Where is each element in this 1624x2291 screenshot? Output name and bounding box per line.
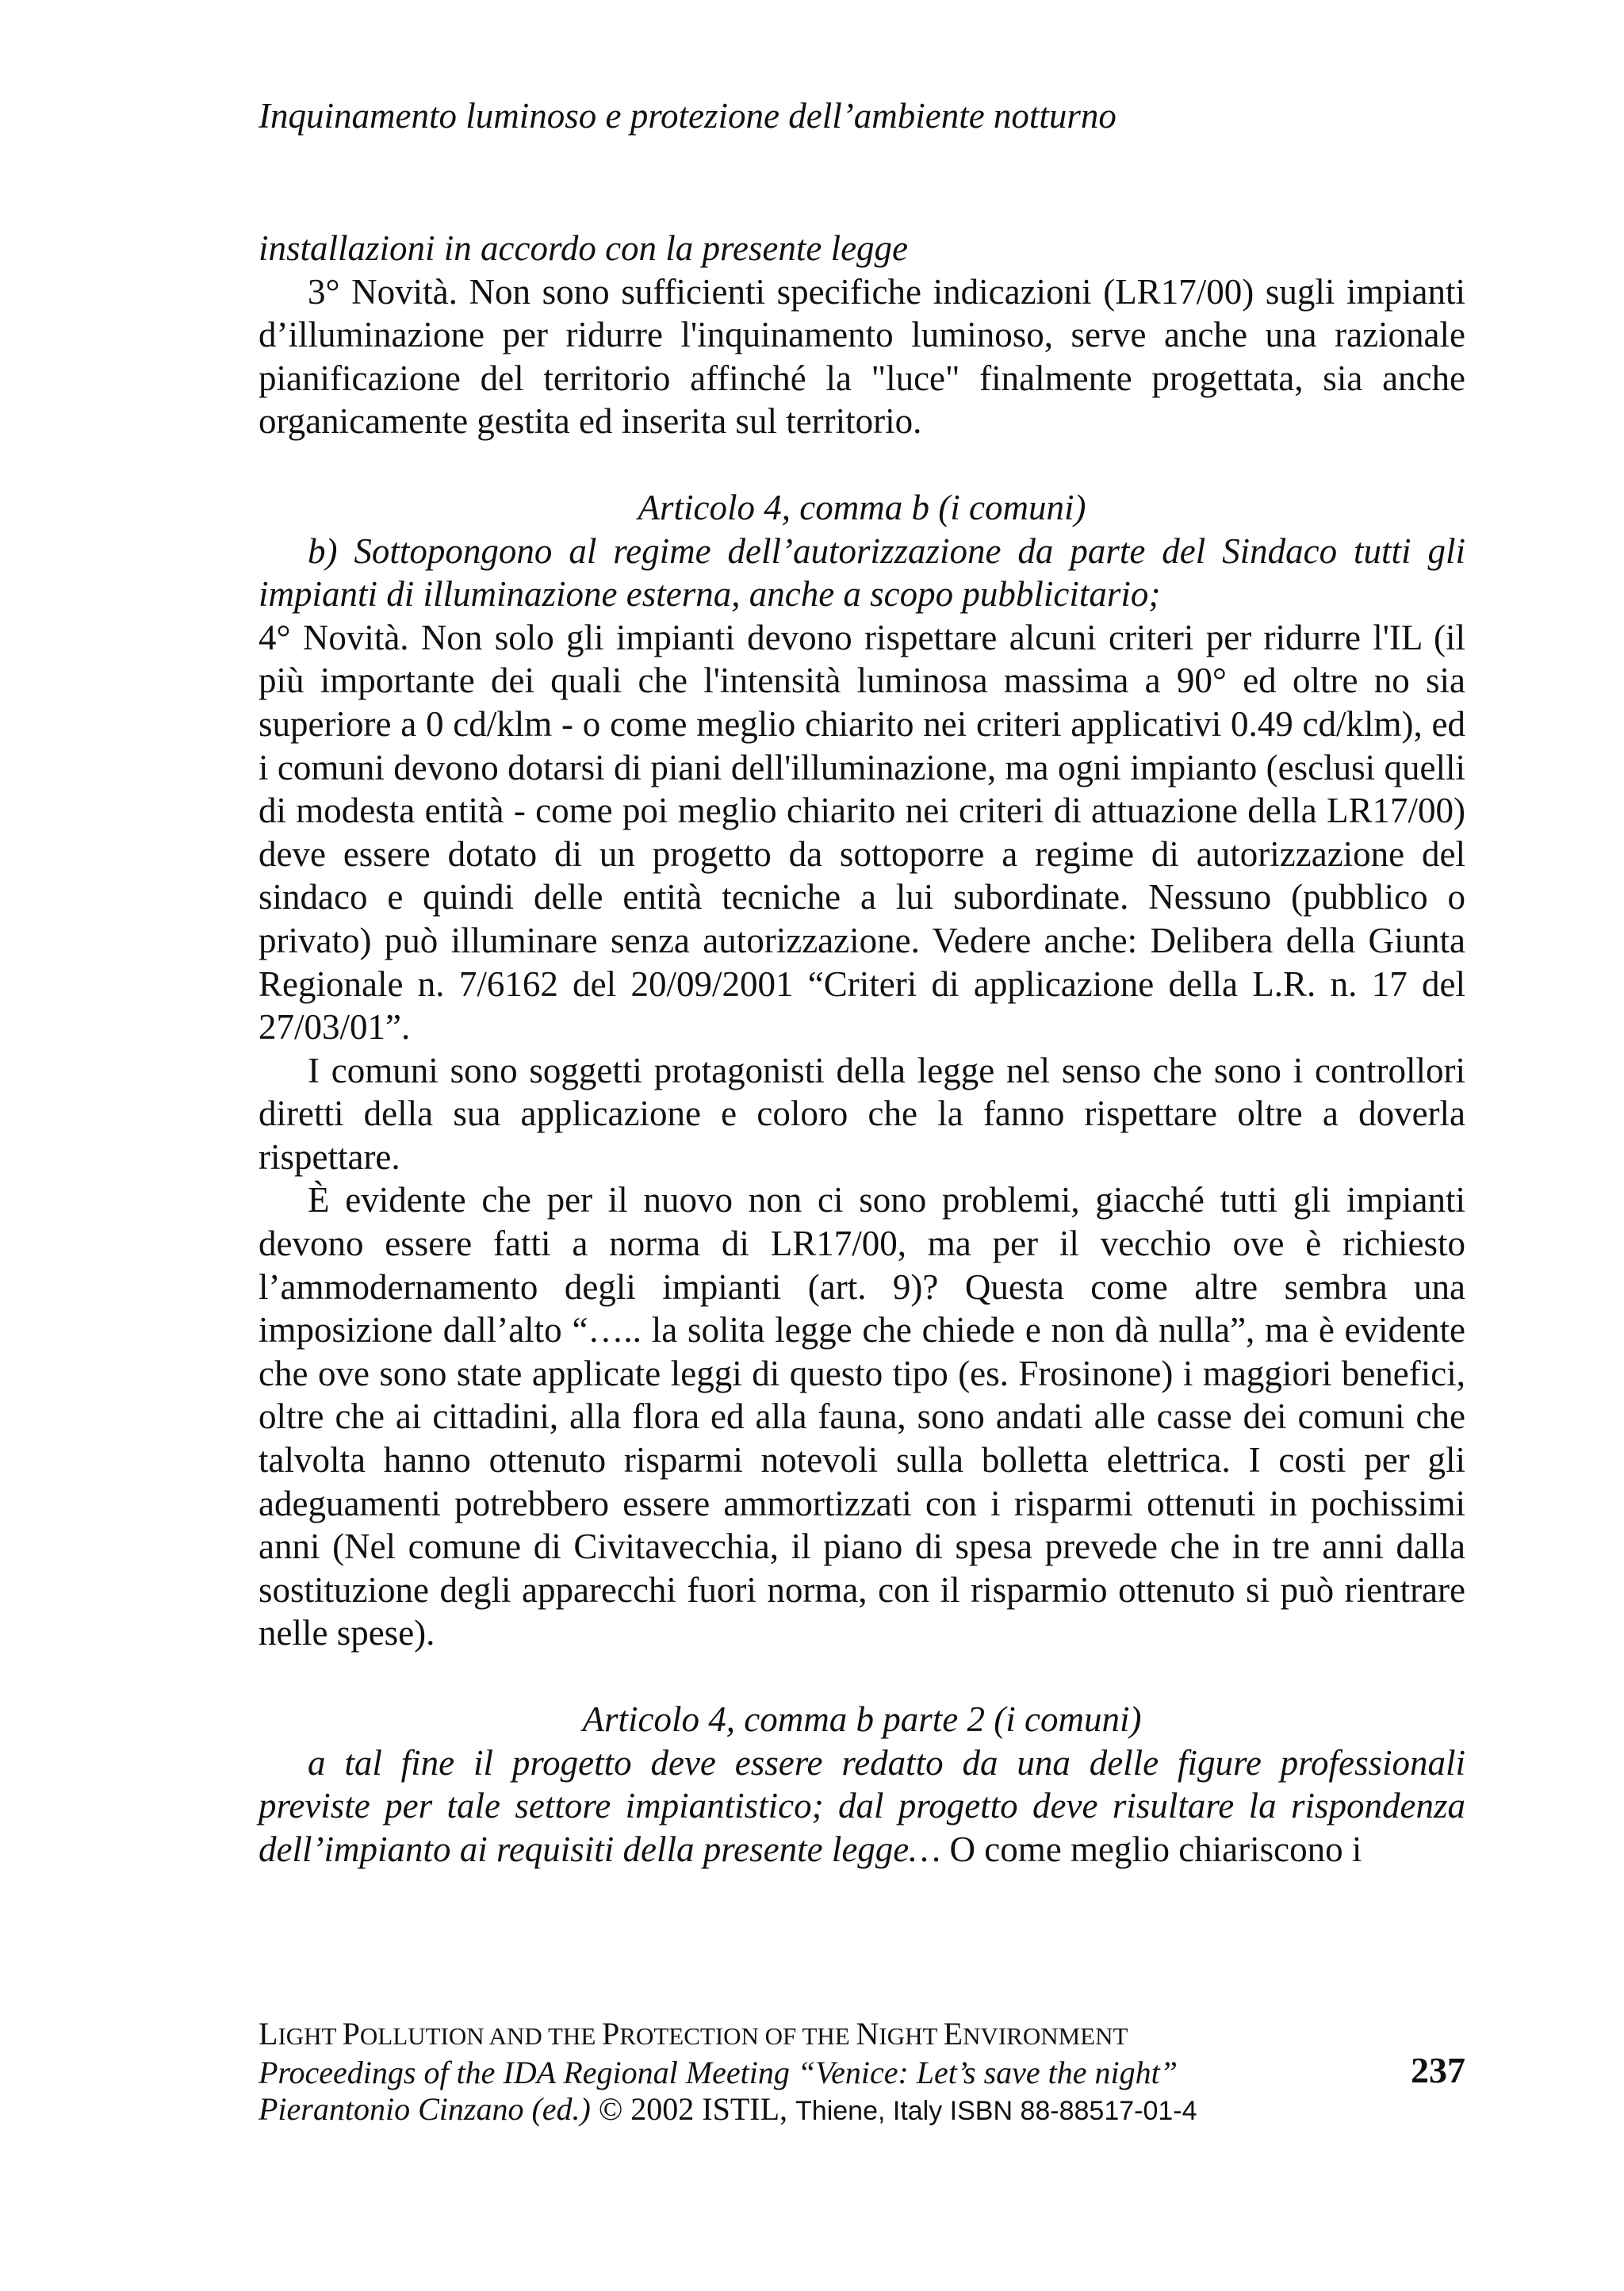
section-heading-articolo-4b: Articolo 4, comma b (i comuni) xyxy=(638,487,1086,527)
quote-continuation: O come meglio chiariscono i xyxy=(940,1829,1362,1869)
series-title-part: P xyxy=(602,2016,620,2052)
series-title-part: L xyxy=(259,2016,278,2052)
footer-editor: Pierantonio Cinzano (ed.) xyxy=(259,2091,591,2127)
series-title-part: OLLUTION AND THE xyxy=(359,2022,603,2050)
paragraph-continuation: installazioni in accordo con la presente legge xyxy=(259,228,909,268)
page-footer xyxy=(259,2016,1465,2129)
series-title-part: IGHT xyxy=(879,2022,944,2050)
series-title-part: NVIRONMENT xyxy=(963,2022,1128,2050)
paragraph-comuni: I comuni sono soggetti protagonisti della legge nel senso che sono i controllori diretti della sua applicazione e coloro che la fanno rispettare oltre a doverla rispettare. xyxy=(259,1050,1465,1177)
body-text xyxy=(259,227,1465,1871)
law-quote-4b: b) Sottopongono al regime dell’autorizzazione da parte del Sindaco tutti gli impianti di illuminazione esterna, anche a scopo pubblicitario; xyxy=(259,531,1465,615)
footer-publisher-info: Thiene, Italy ISBN 88-88517-01-4 xyxy=(795,2096,1197,2126)
running-header: Inquinamento luminoso e protezione dell’ambiente notturno xyxy=(259,96,1116,136)
paragraph-novita-4: 4° Novità. Non solo gli impianti devono rispettare alcuni criteri per ridurre l'IL (il più importante dei quali che l'intensità luminosa massima a 90° ed oltre no sia superiore a 0 cd/klm - o come meglio chiarito nei criteri applicativi 0.49 cd/klm), ed i comuni devono dotarsi di piani dell'illuminazione, ma ogni impianto (esclusi quelli di modesta entità - come poi meglio chiarito nei criteri di attuazione della LR17/00) deve essere dotato di un progetto da sottoporre a regime di autorizzazione del sindaco e quindi delle entità tecniche a lui subordinate. Nessuno (pubblico o privato) può illuminare senza autorizzazione. Vedere anche: Delibera della Giunta Regionale n. 7/6162 del 20/09/2001 “Criteri di applicazione della L.R. n. 17 del 27/03/01”. xyxy=(259,617,1465,1048)
footer-editor-line xyxy=(259,2091,1465,2129)
footer-copyright: © 2002 ISTIL, xyxy=(590,2091,796,2127)
paragraph-novita-3: 3° Novità. Non sono sufficienti specifiche indicazioni (LR17/00) sugli impianti d’illuminazione per ridurre l'inquinamento luminoso, serve anche una razionale pianificazione del territorio affinché la "luce" finalmente progettata, sia anche organicamente gestita ed inserita sul territorio. xyxy=(259,271,1465,442)
paragraph-evidente: È evidente che per il nuovo non ci sono problemi, giacché tutti gli impianti devono essere fatti a norma di LR17/00, ma per il vecchio ove è richiesto l’ammodernamento degli impianti (art. 9)? Questa come altre sembra una imposizione dall’alto “….. la solita legge che chiede e non dà nulla”, ma è evidente che ove sono state applicate leggi di questo tipo (es. Frosinone) i maggiori benefici, oltre che ai cittadini, alla flora ed alla fauna, sono andati alle casse dei comuni che talvolta hanno ottenuto risparmi notevoli sulla bolletta elettrica. I costi per gli adeguamenti potrebbero essere ammortizzati con i risparmi ottenuti in pochissimi anni (Nel comune di Civitavecchia, il piano di spesa prevede che in tre anni dalla sostituzione degli apparecchi fuori norma, con il risparmio ottenuto si può rientrare nelle spese). xyxy=(259,1180,1465,1653)
page-number: 237 xyxy=(1411,2050,1465,2090)
series-title-part: P xyxy=(342,2016,360,2052)
series-title-part: IGHT xyxy=(278,2022,343,2050)
law-quote-text: a tal fine il progetto deve essere redatto da una delle figure professionali previste per tale settore impiantistico; dal progetto deve risultare la rispondenza dell’impianto ai requisiti della presente legge… xyxy=(259,1742,1465,1869)
footer-series-title xyxy=(259,2016,1465,2055)
series-title-part: ROTECTION OF THE xyxy=(619,2022,856,2050)
law-quote-4b-parte-2 xyxy=(259,1741,1465,1871)
series-title-part: N xyxy=(856,2016,879,2052)
series-title-part: E xyxy=(943,2016,963,2052)
section-heading-articolo-4b-parte-2: Articolo 4, comma b parte 2 (i comuni) xyxy=(582,1699,1142,1739)
footer-proceedings: Proceedings of the IDA Regional Meeting “Venice: Let’s save the night” xyxy=(259,2055,1178,2090)
